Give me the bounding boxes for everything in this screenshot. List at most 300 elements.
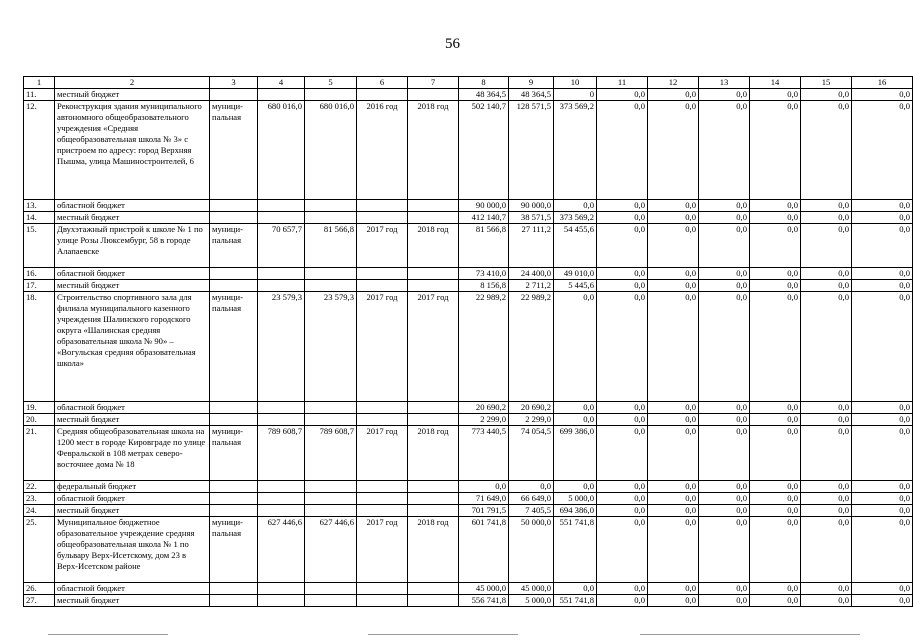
value-cell: муници-пальная [210, 101, 258, 200]
value-cell: 699 386,0 [554, 426, 597, 481]
value-cell: 680 016,0 [305, 101, 357, 200]
column-number-cell: 4 [258, 77, 305, 89]
row-number-cell: 19. [24, 402, 55, 414]
value-cell: 0,0 [852, 493, 913, 505]
value-cell: 0,0 [750, 583, 801, 595]
description-cell: федеральный бюджет [55, 481, 210, 493]
value-cell: 0,0 [699, 200, 750, 212]
value-cell: 0,0 [554, 414, 597, 426]
value-cell: 0,0 [699, 280, 750, 292]
value-cell [258, 493, 305, 505]
value-cell [357, 583, 408, 595]
value-cell: 0,0 [597, 89, 648, 101]
row-number-cell: 15. [24, 224, 55, 268]
value-cell: 0,0 [750, 414, 801, 426]
value-cell: 0,0 [801, 268, 852, 280]
value-cell: 27 111,2 [509, 224, 554, 268]
value-cell: 0,0 [597, 481, 648, 493]
value-cell [210, 212, 258, 224]
value-cell [408, 505, 459, 517]
table-row [24, 481, 913, 493]
value-cell: 2018 год [408, 224, 459, 268]
value-cell: 0,0 [699, 595, 750, 607]
value-cell: 0,0 [699, 89, 750, 101]
column-number-cell: 6 [357, 77, 408, 89]
column-number-cell: 2 [55, 77, 210, 89]
value-cell [210, 402, 258, 414]
value-cell [258, 212, 305, 224]
value-cell: 2017 год [408, 292, 459, 402]
value-cell: 0,0 [801, 280, 852, 292]
edge-mark [640, 634, 860, 635]
value-cell: 627 446,6 [305, 517, 357, 583]
value-cell [305, 402, 357, 414]
value-cell: 23 579,3 [258, 292, 305, 402]
value-cell: 0,0 [852, 212, 913, 224]
value-cell: 0,0 [699, 481, 750, 493]
value-cell: 773 440,5 [459, 426, 509, 481]
value-cell: 0,0 [852, 583, 913, 595]
value-cell [357, 402, 408, 414]
value-cell: 22 989,2 [459, 292, 509, 402]
value-cell: 0,0 [699, 426, 750, 481]
value-cell: 0,0 [509, 481, 554, 493]
value-cell: 0,0 [852, 595, 913, 607]
column-number-cell: 3 [210, 77, 258, 89]
value-cell: 70 657,7 [258, 224, 305, 268]
value-cell: 0,0 [597, 402, 648, 414]
table-row [24, 212, 913, 224]
value-cell: 0,0 [648, 200, 699, 212]
table-row [24, 268, 913, 280]
table-row [24, 200, 913, 212]
value-cell: 0,0 [648, 268, 699, 280]
row-number-cell: 17. [24, 280, 55, 292]
table-row [24, 517, 913, 583]
value-cell [357, 481, 408, 493]
value-cell: 601 741,8 [459, 517, 509, 583]
value-cell [210, 280, 258, 292]
value-cell [305, 595, 357, 607]
value-cell: 373 569,2 [554, 212, 597, 224]
value-cell: 81 566,8 [305, 224, 357, 268]
value-cell [408, 212, 459, 224]
value-cell: 48 364,5 [509, 89, 554, 101]
value-cell [258, 481, 305, 493]
row-number-cell: 13. [24, 200, 55, 212]
value-cell: 0,0 [801, 481, 852, 493]
value-cell: 0,0 [554, 292, 597, 402]
column-number-cell: 11 [597, 77, 648, 89]
value-cell: 0,0 [597, 583, 648, 595]
description-cell: местный бюджет [55, 280, 210, 292]
value-cell: 0,0 [597, 212, 648, 224]
value-cell: 0,0 [597, 292, 648, 402]
value-cell: 0,0 [648, 89, 699, 101]
value-cell: 0,0 [852, 280, 913, 292]
value-cell: 2 299,0 [509, 414, 554, 426]
description-cell: Реконструкция здания муниципального автономного общеобразовательного учреждения «Средняя общеобразовательная школа № 3» с пристроем по адресу: город Верхняя Пышма, улица Машиностроителей, 6 [55, 101, 210, 200]
value-cell [258, 595, 305, 607]
value-cell: 5 445,6 [554, 280, 597, 292]
value-cell: 8 156,8 [459, 280, 509, 292]
value-cell: 0,0 [852, 517, 913, 583]
value-cell: 90 000,0 [509, 200, 554, 212]
value-cell: 0,0 [648, 481, 699, 493]
value-cell: 0,0 [801, 517, 852, 583]
value-cell: 0,0 [801, 426, 852, 481]
value-cell: 0,0 [852, 505, 913, 517]
edge-mark [48, 634, 168, 635]
description-cell: областной бюджет [55, 493, 210, 505]
value-cell: 2018 год [408, 101, 459, 200]
row-number-cell: 16. [24, 268, 55, 280]
value-cell: 66 649,0 [509, 493, 554, 505]
bottom-edge-marks [0, 630, 905, 640]
value-cell: 45 000,0 [459, 583, 509, 595]
value-cell: 23 579,3 [305, 292, 357, 402]
value-cell: 0,0 [597, 595, 648, 607]
value-cell: 0,0 [648, 212, 699, 224]
value-cell: 20 690,2 [459, 402, 509, 414]
value-cell: 0,0 [597, 505, 648, 517]
value-cell: 701 791,5 [459, 505, 509, 517]
value-cell: 24 400,0 [509, 268, 554, 280]
value-cell: 0,0 [597, 426, 648, 481]
table-row [24, 89, 913, 101]
value-cell: 0,0 [801, 493, 852, 505]
value-cell: 90 000,0 [459, 200, 509, 212]
edge-mark [368, 634, 518, 635]
description-cell: местный бюджет [55, 414, 210, 426]
column-number-cell: 15 [801, 77, 852, 89]
value-cell: 502 140,7 [459, 101, 509, 200]
value-cell: 2017 год [357, 224, 408, 268]
value-cell [210, 89, 258, 101]
value-cell: 0,0 [801, 595, 852, 607]
value-cell [408, 402, 459, 414]
value-cell: 0,0 [597, 493, 648, 505]
value-cell: 0,0 [699, 101, 750, 200]
value-cell: 0,0 [750, 101, 801, 200]
value-cell [210, 414, 258, 426]
value-cell [408, 595, 459, 607]
value-cell: 2 711,2 [509, 280, 554, 292]
value-cell: 0,0 [750, 200, 801, 212]
value-cell [408, 200, 459, 212]
row-number-cell: 20. [24, 414, 55, 426]
value-cell: 0,0 [699, 224, 750, 268]
value-cell [210, 595, 258, 607]
value-cell: 0,0 [852, 481, 913, 493]
value-cell: 0,0 [699, 292, 750, 402]
value-cell: 0,0 [801, 292, 852, 402]
column-number-cell: 13 [699, 77, 750, 89]
value-cell: 0,0 [852, 89, 913, 101]
value-cell [305, 212, 357, 224]
value-cell: 0,0 [750, 426, 801, 481]
value-cell [408, 89, 459, 101]
value-cell [305, 414, 357, 426]
row-number-cell: 22. [24, 481, 55, 493]
value-cell: муници-пальная [210, 426, 258, 481]
value-cell: 5 000,0 [509, 595, 554, 607]
value-cell: 0,0 [554, 481, 597, 493]
value-cell [210, 583, 258, 595]
value-cell: 551 741,8 [554, 595, 597, 607]
value-cell: 38 571,5 [509, 212, 554, 224]
value-cell: 0,0 [852, 268, 913, 280]
value-cell [357, 89, 408, 101]
value-cell: 0,0 [852, 200, 913, 212]
value-cell: муници-пальная [210, 517, 258, 583]
value-cell: 0,0 [648, 292, 699, 402]
row-number-cell: 25. [24, 517, 55, 583]
value-cell: 0,0 [648, 402, 699, 414]
value-cell: 551 741,8 [554, 517, 597, 583]
value-cell [408, 280, 459, 292]
table-row [24, 595, 913, 607]
column-number-cell: 8 [459, 77, 509, 89]
value-cell: 0,0 [459, 481, 509, 493]
table-row [24, 224, 913, 268]
table-row [24, 583, 913, 595]
column-number-cell: 7 [408, 77, 459, 89]
value-cell [305, 268, 357, 280]
value-cell [357, 212, 408, 224]
table-row [24, 402, 913, 414]
row-number-cell: 26. [24, 583, 55, 595]
value-cell: 373 569,2 [554, 101, 597, 200]
value-cell: 0,0 [597, 200, 648, 212]
value-cell: 0,0 [597, 414, 648, 426]
value-cell: 0,0 [852, 224, 913, 268]
description-cell: областной бюджет [55, 583, 210, 595]
value-cell: 0,0 [801, 505, 852, 517]
value-cell: 20 690,2 [509, 402, 554, 414]
value-cell: 0,0 [750, 402, 801, 414]
description-cell: областной бюджет [55, 268, 210, 280]
value-cell [258, 200, 305, 212]
value-cell: 0,0 [597, 268, 648, 280]
value-cell: 2 299,0 [459, 414, 509, 426]
column-number-cell: 5 [305, 77, 357, 89]
table-row [24, 414, 913, 426]
value-cell: 22 989,2 [509, 292, 554, 402]
value-cell: 0,0 [554, 200, 597, 212]
description-cell: Двухэтажный пристрой к школе № 1 по улице Розы Люксембург, 58 в городе Алапаевске [55, 224, 210, 268]
value-cell: 694 386,0 [554, 505, 597, 517]
value-cell [305, 505, 357, 517]
value-cell: 2018 год [408, 517, 459, 583]
value-cell: 0,0 [750, 493, 801, 505]
value-cell [408, 583, 459, 595]
table-row [24, 292, 913, 402]
description-cell: областной бюджет [55, 200, 210, 212]
value-cell: 412 140,7 [459, 212, 509, 224]
column-number-cell: 1 [24, 77, 55, 89]
value-cell: 0,0 [750, 224, 801, 268]
budget-table [23, 76, 913, 607]
value-cell: 680 016,0 [258, 101, 305, 200]
value-cell: 0,0 [648, 224, 699, 268]
value-cell [357, 414, 408, 426]
value-cell [305, 89, 357, 101]
value-cell: 0,0 [699, 505, 750, 517]
value-cell: 50 000,0 [509, 517, 554, 583]
value-cell [210, 481, 258, 493]
value-cell: 2017 год [357, 517, 408, 583]
value-cell [258, 402, 305, 414]
value-cell: 627 446,6 [258, 517, 305, 583]
value-cell: 0,0 [750, 595, 801, 607]
value-cell [408, 414, 459, 426]
value-cell: 0,0 [801, 212, 852, 224]
value-cell: 0,0 [750, 212, 801, 224]
value-cell [305, 481, 357, 493]
value-cell: 0,0 [801, 101, 852, 200]
column-number-cell: 12 [648, 77, 699, 89]
value-cell: 48 364,5 [459, 89, 509, 101]
value-cell: 0,0 [852, 402, 913, 414]
value-cell [258, 268, 305, 280]
value-cell: муници-пальная [210, 292, 258, 402]
value-cell: 0,0 [648, 505, 699, 517]
value-cell: 0,0 [750, 292, 801, 402]
value-cell [210, 505, 258, 517]
row-number-cell: 23. [24, 493, 55, 505]
value-cell [408, 493, 459, 505]
column-number-cell: 10 [554, 77, 597, 89]
value-cell [258, 583, 305, 595]
value-cell: 5 000,0 [554, 493, 597, 505]
row-number-cell: 12. [24, 101, 55, 200]
value-cell [357, 280, 408, 292]
row-number-cell: 18. [24, 292, 55, 402]
value-cell: 0,0 [750, 89, 801, 101]
value-cell: 0,0 [699, 583, 750, 595]
value-cell: 0,0 [597, 517, 648, 583]
value-cell: 0,0 [699, 212, 750, 224]
value-cell: 0,0 [801, 89, 852, 101]
column-number-cell: 14 [750, 77, 801, 89]
value-cell: 789 608,7 [258, 426, 305, 481]
table-body [24, 77, 913, 607]
value-cell [258, 89, 305, 101]
value-cell: 0,0 [554, 402, 597, 414]
value-cell [258, 280, 305, 292]
row-number-cell: 24. [24, 505, 55, 517]
column-number-cell: 9 [509, 77, 554, 89]
row-number-cell: 27. [24, 595, 55, 607]
value-cell: 2018 год [408, 426, 459, 481]
value-cell [305, 280, 357, 292]
value-cell: 0 [554, 89, 597, 101]
value-cell: 0,0 [597, 101, 648, 200]
value-cell: 0,0 [750, 481, 801, 493]
value-cell [357, 505, 408, 517]
value-cell: 0,0 [648, 426, 699, 481]
value-cell: 0,0 [750, 505, 801, 517]
value-cell: 0,0 [852, 292, 913, 402]
value-cell: 2016 год [357, 101, 408, 200]
value-cell: 0,0 [554, 583, 597, 595]
value-cell [258, 414, 305, 426]
value-cell: 73 410,0 [459, 268, 509, 280]
column-number-cell: 16 [852, 77, 913, 89]
value-cell: 0,0 [801, 414, 852, 426]
value-cell [305, 200, 357, 212]
value-cell [408, 481, 459, 493]
value-cell: 0,0 [750, 280, 801, 292]
value-cell: 0,0 [699, 493, 750, 505]
description-cell: Средняя общеобразовательная школа на 1200 мест в городе Кировграде по улице Февральской в 108 метрах северо-восточнее дома № 18 [55, 426, 210, 481]
description-cell: Муниципальное бюджетное образовательное учреждение средняя общеобразовательная школа № 1 по бульвару Верх-Исетскому, дом 23 в Верх-Исетском районе [55, 517, 210, 583]
value-cell: 0,0 [852, 101, 913, 200]
value-cell: 0,0 [648, 414, 699, 426]
table-row [24, 493, 913, 505]
value-cell [210, 268, 258, 280]
value-cell [210, 200, 258, 212]
value-cell: 128 571,5 [509, 101, 554, 200]
value-cell: 7 405,5 [509, 505, 554, 517]
description-cell: местный бюджет [55, 89, 210, 101]
value-cell [258, 505, 305, 517]
page-number: 56 [445, 36, 460, 52]
row-number-cell: 14. [24, 212, 55, 224]
value-cell: 0,0 [801, 224, 852, 268]
value-cell: 0,0 [801, 402, 852, 414]
value-cell: 74 054,5 [509, 426, 554, 481]
description-cell: местный бюджет [55, 212, 210, 224]
value-cell [305, 493, 357, 505]
value-cell: 0,0 [852, 426, 913, 481]
value-cell [357, 493, 408, 505]
table-row [24, 505, 913, 517]
value-cell: 0,0 [801, 583, 852, 595]
value-cell: 556 741,8 [459, 595, 509, 607]
value-cell: 0,0 [648, 517, 699, 583]
value-cell: 0,0 [648, 583, 699, 595]
value-cell [210, 493, 258, 505]
description-cell: местный бюджет [55, 595, 210, 607]
column-number-header [24, 77, 913, 89]
table-row [24, 280, 913, 292]
description-cell: местный бюджет [55, 505, 210, 517]
value-cell: 0,0 [750, 517, 801, 583]
value-cell [357, 595, 408, 607]
value-cell: 0,0 [648, 280, 699, 292]
value-cell: 0,0 [648, 595, 699, 607]
table-row [24, 426, 913, 481]
value-cell: 54 455,6 [554, 224, 597, 268]
value-cell [408, 268, 459, 280]
value-cell: 45 000,0 [509, 583, 554, 595]
value-cell: 49 010,0 [554, 268, 597, 280]
value-cell: 789 608,7 [305, 426, 357, 481]
value-cell: 0,0 [597, 280, 648, 292]
value-cell: 0,0 [699, 517, 750, 583]
value-cell: 0,0 [648, 493, 699, 505]
value-cell: 0,0 [699, 268, 750, 280]
value-cell: 2017 год [357, 426, 408, 481]
value-cell: 71 649,0 [459, 493, 509, 505]
row-number-cell: 11. [24, 89, 55, 101]
value-cell: 81 566,8 [459, 224, 509, 268]
value-cell: 0,0 [648, 101, 699, 200]
value-cell: 0,0 [699, 414, 750, 426]
value-cell: 0,0 [801, 200, 852, 212]
